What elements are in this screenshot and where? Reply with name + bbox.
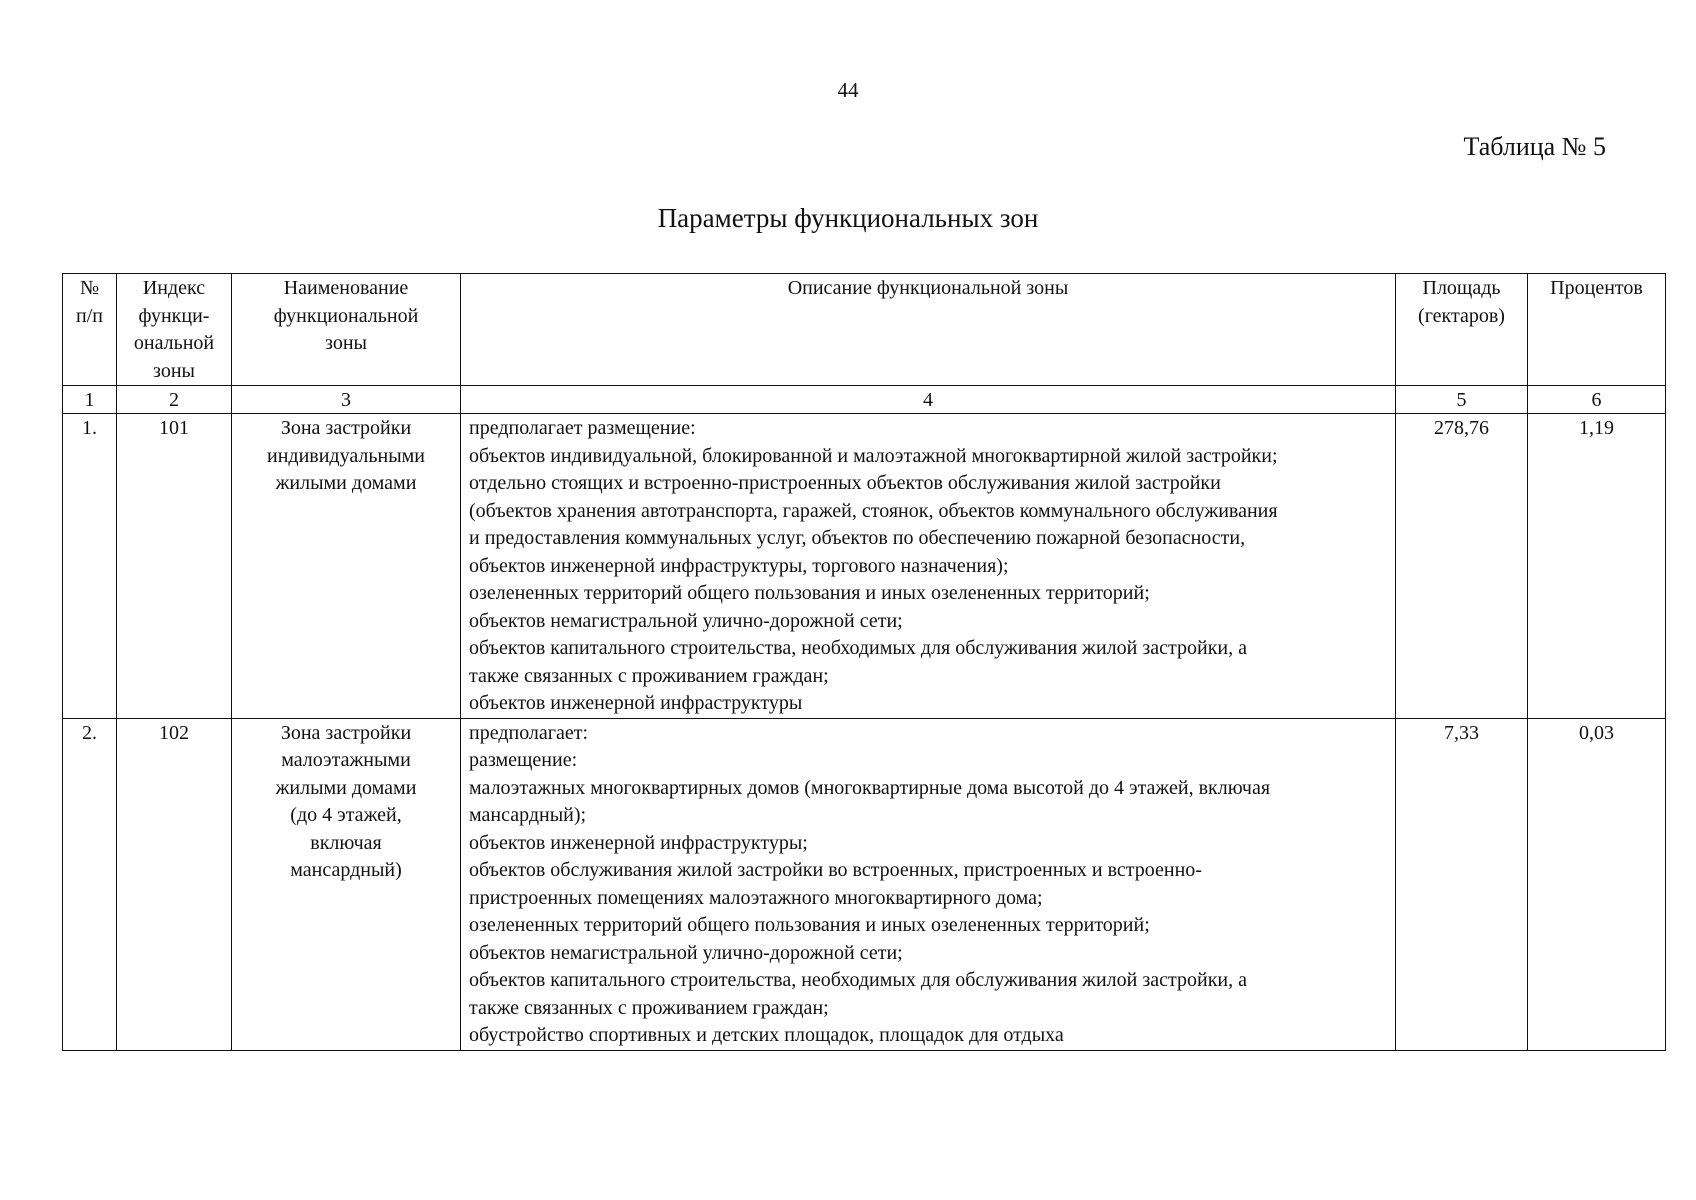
description-line: пристроенных помещениях малоэтажного многоквартирного дома; <box>469 886 1043 909</box>
header-index-line: зоны <box>153 359 195 382</box>
column-number: 5 <box>1396 386 1528 414</box>
description-line: объектов инженерной инфраструктуры; <box>469 831 808 854</box>
row-num: 1. <box>63 414 117 719</box>
row-area: 278,76 <box>1396 414 1528 719</box>
description-line: озелененных территорий общего пользования и иных озелененных территорий; <box>469 582 1150 604</box>
column-number: 3 <box>232 386 461 414</box>
document-title: Параметры функциональных зон <box>657 203 1039 233</box>
description-line: малоэтажных многоквартирных домов (многоквартирные дома высотой до 4 этажей, включая <box>469 776 1271 799</box>
description-line: объектов инженерной инфраструктуры, торгового назначения); <box>469 554 1009 577</box>
header-description-line: Описание функциональной зоны <box>787 277 1069 299</box>
description-line: также связанных с проживанием граждан; <box>469 996 829 1019</box>
row-num: 2. <box>63 718 117 1050</box>
description-line: объектов капитального строительства, необходимых для обслуживания жилой застройки, а <box>469 637 1247 659</box>
table-label: Таблица № 5 <box>1463 132 1606 161</box>
zone-name-line: малоэтажными <box>281 749 411 771</box>
description-line: объектов немагистральной улично-дорожной сети; <box>469 609 903 632</box>
header-name <box>232 274 461 386</box>
row-zone-name <box>232 414 461 719</box>
table-row <box>63 718 1666 1050</box>
row-percent: 0,03 <box>1528 718 1666 1050</box>
row-area: 7,33 <box>1396 718 1528 1050</box>
row-zone-name <box>232 718 461 1050</box>
header-name-line: функциональной <box>273 304 419 327</box>
header-num <box>63 274 117 386</box>
zone-name-line: индивидуальными <box>267 444 425 467</box>
row-description <box>461 718 1396 1050</box>
description-line: предполагает размещение: <box>469 417 696 439</box>
description-line: (объектов хранения автотранспорта, гаражей, стоянок, объектов коммунального обслуживания <box>469 499 1278 522</box>
description-line: объектов капитального строительства, необходимых для обслуживания жилой застройки, а <box>469 969 1247 991</box>
column-number: 1 <box>63 386 117 414</box>
header-percent-line: Процентов <box>1550 277 1643 299</box>
description-line: и предоставления коммунальных услуг, объектов по обеспечению пожарной безопасности, <box>469 527 1246 549</box>
table-row <box>63 414 1666 719</box>
column-number: 4 <box>461 386 1396 414</box>
header-area-line: Площадь <box>1422 277 1501 299</box>
row-index: 102 <box>117 718 232 1050</box>
description-line: объектов индивидуальной, блокированной и малоэтажной многоквартирной жилой застройки; <box>469 444 1278 467</box>
description-line: отдельно стоящих и встроенно-пристроенных объектов обслуживания жилой застройки <box>469 472 1221 494</box>
header-name-line: Наименование <box>283 277 409 299</box>
header-index-line: Индекс <box>142 277 206 299</box>
zone-name-line: включая <box>310 831 382 854</box>
header-name-line: зоны <box>325 332 367 354</box>
header-index <box>117 274 232 386</box>
row-percent: 1,19 <box>1528 414 1666 719</box>
description-line: также связанных с проживанием граждан; <box>469 664 829 687</box>
description-line: обустройство спортивных и детских площадок, площадок для отдыха <box>469 1024 1064 1046</box>
column-number: 2 <box>117 386 232 414</box>
zone-name-line: (до 4 этажей, <box>290 804 402 826</box>
description-line: объектов обслуживания жилой застройки во встроенных, пристроенных и встроенно- <box>469 859 1202 881</box>
header-index-line: ональной <box>133 332 215 354</box>
description-line: мансардный); <box>469 804 587 826</box>
header-percent <box>1528 274 1666 386</box>
description-line: предполагает: <box>469 721 589 744</box>
zone-name-line: жилыми домами <box>275 776 417 799</box>
header-area-line: (гектаров) <box>1418 304 1505 327</box>
header-area <box>1396 274 1528 386</box>
zone-name-line: Зона застройки <box>280 417 412 439</box>
header-index-line: функци- <box>138 304 210 327</box>
header-num-line: п/п <box>76 304 103 327</box>
description-line: объектов инженерной инфраструктуры <box>469 692 803 714</box>
column-number: 6 <box>1528 386 1666 414</box>
row-index: 101 <box>117 414 232 719</box>
zone-name-line: Зона застройки <box>280 721 412 744</box>
zone-name-line: жилыми домами <box>275 472 417 494</box>
description-line: объектов немагистральной улично-дорожной сети; <box>469 941 903 964</box>
description-line: озелененных территорий общего пользования и иных озелененных территорий; <box>469 914 1150 936</box>
description-line: размещение: <box>469 749 578 771</box>
column-number-row <box>63 386 1666 414</box>
header-description <box>461 274 1396 386</box>
zone-name-line: мансардный) <box>290 859 402 881</box>
header-num-line: № <box>79 277 100 299</box>
row-description <box>461 414 1396 719</box>
zones-table <box>62 273 1666 1051</box>
page-number: 44 <box>837 78 859 102</box>
header-row <box>63 274 1666 386</box>
